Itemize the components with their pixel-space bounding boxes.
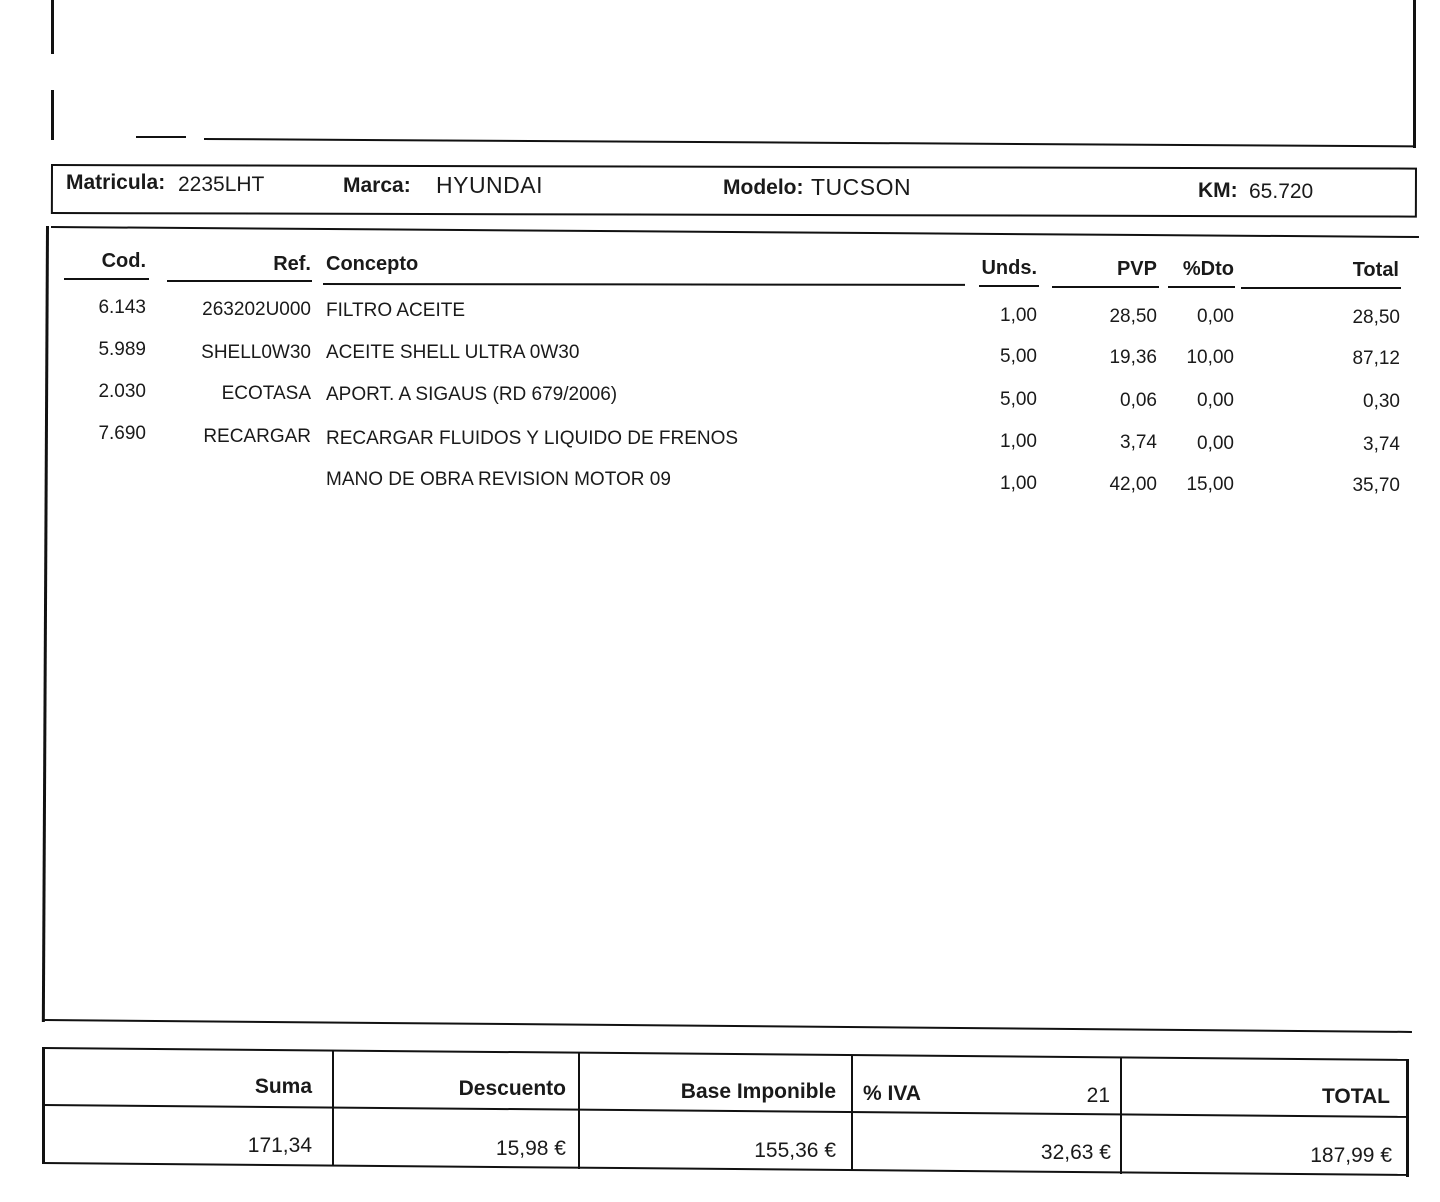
cell-concepto: APORT. A SIGAUS (RD 679/2006)	[326, 384, 618, 405]
base-imponible-label: Base Imponible	[680, 1080, 836, 1103]
descuento-value: 15,98 €	[495, 1137, 566, 1160]
cell-dto: 0,00	[1197, 390, 1234, 411]
base-imponible-value: 155,36 €	[754, 1139, 836, 1162]
cell-pvp: 42,00	[1109, 474, 1157, 495]
cell-concepto: RECARGAR FLUIDOS Y LIQUIDO DE FRENOS	[326, 428, 739, 449]
cell-unds: 5,00	[1000, 346, 1037, 367]
cell-pvp: 28,50	[1109, 306, 1157, 327]
cell-total: 3,74	[1363, 434, 1400, 455]
cell-total: 87,12	[1352, 348, 1400, 369]
plate-value: 2235LHT	[178, 173, 265, 196]
cell-unds: 1,00	[1000, 431, 1037, 452]
cell-total: 28,50	[1352, 307, 1400, 328]
iva-value: 32,63 €	[1040, 1141, 1111, 1164]
col-header-total: Total	[1352, 259, 1399, 281]
descuento-label: Descuento	[458, 1077, 566, 1100]
cell-ref: SHELL0W30	[201, 342, 311, 363]
cell-cod: 2.030	[98, 381, 146, 402]
cell-total: 0,30	[1363, 391, 1400, 412]
cell-cod: 5.989	[98, 339, 146, 360]
km-label: KM:	[1198, 179, 1238, 202]
cell-ref: ECOTASA	[221, 383, 311, 404]
cell-unds: 1,00	[1000, 305, 1037, 326]
cell-pvp: 3,74	[1120, 432, 1157, 453]
total-label: TOTAL	[1321, 1085, 1390, 1108]
col-header-dto: %Dto	[1182, 258, 1234, 280]
cell-cod: 6.143	[98, 297, 146, 318]
model-value: TUCSON	[811, 174, 912, 200]
cell-cod: 7.690	[98, 423, 146, 444]
brand-label: Marca:	[343, 174, 411, 197]
cell-pvp: 19,36	[1109, 347, 1157, 368]
cell-concepto: MANO DE OBRA REVISION MOTOR 09	[326, 469, 671, 490]
col-header-ref: Ref.	[273, 253, 311, 275]
cell-unds: 1,00	[1000, 473, 1037, 494]
iva-label: % IVA	[863, 1082, 921, 1105]
cell-dto: 10,00	[1186, 347, 1234, 368]
plate-label: Matricula:	[66, 171, 166, 194]
cell-dto: 0,00	[1197, 306, 1234, 327]
col-header-concepto: Concepto	[326, 253, 419, 275]
cell-dto: 15,00	[1186, 474, 1234, 495]
cell-ref: RECARGAR	[203, 426, 311, 447]
col-header-unds: Unds.	[981, 257, 1037, 279]
cell-unds: 5,00	[1000, 389, 1037, 410]
col-header-pvp: PVP	[1116, 258, 1157, 280]
cell-concepto: FILTRO ACEITE	[326, 300, 466, 321]
cell-ref: 263202U000	[202, 299, 311, 320]
total-value: 187,99 €	[1310, 1144, 1392, 1167]
col-header-cod: Cod.	[101, 250, 146, 272]
cell-concepto: ACEITE SHELL ULTRA 0W30	[326, 342, 580, 363]
cell-total: 35,70	[1352, 475, 1400, 496]
brand-value: HYUNDAI	[436, 172, 544, 198]
suma-value: 171,34	[247, 1134, 312, 1157]
cell-dto: 0,00	[1197, 433, 1234, 454]
cell-pvp: 0,06	[1120, 390, 1157, 411]
iva-rate: 21	[1086, 1084, 1110, 1107]
km-value: 65.720	[1249, 180, 1314, 203]
model-label: Modelo:	[723, 176, 804, 199]
suma-label: Suma	[254, 1075, 312, 1098]
